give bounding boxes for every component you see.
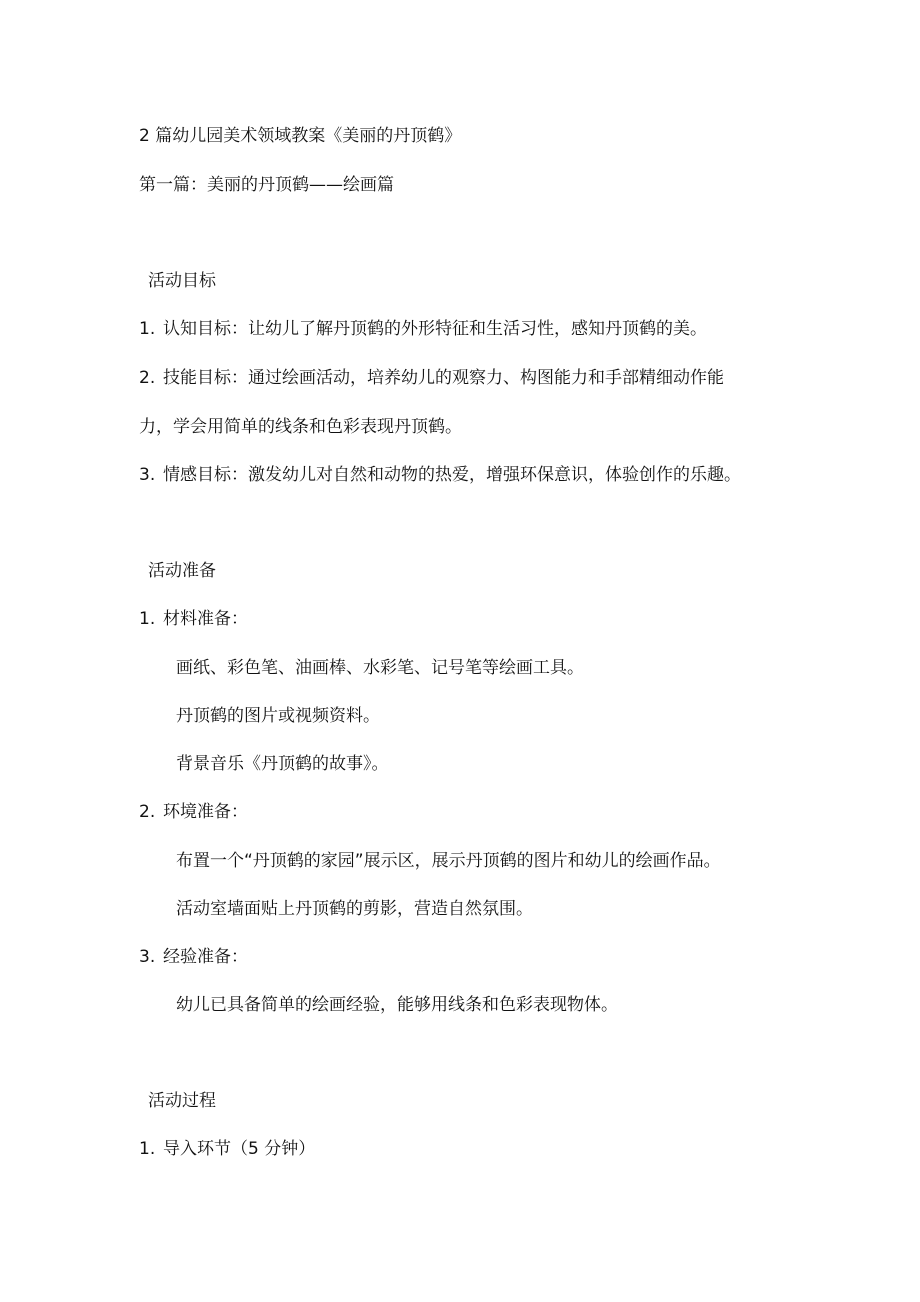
list-number: 1.: [139, 609, 156, 629]
prep-group-label: [139, 611, 248, 628]
goal-item: [139, 370, 724, 387]
process-text: 导入环节（5 分钟）: [163, 1139, 316, 1159]
prep-line: 布置一个“丹顶鹤的家园”展示区，展示丹顶鹤的图片和幼儿的绘画作品。: [176, 851, 721, 871]
prep-line: 幼儿已具备简单的绘画经验，能够用线条和色彩表现物体。: [176, 995, 618, 1015]
section-heading-prep: 活动准备: [148, 561, 216, 581]
prep-label-text: 材料准备：: [163, 609, 248, 629]
prep-group-label: [139, 804, 248, 821]
goal-text: 认知目标：让幼儿了解丹顶鹤的外形特征和生活习性，感知丹顶鹤的美。: [163, 319, 707, 339]
goal-item-continuation: 力，学会用简单的线条和色彩表现丹顶鹤。: [139, 417, 462, 437]
list-number: 2.: [139, 368, 156, 388]
document-subtitle: 第一篇：美丽的丹顶鹤——绘画篇: [139, 175, 394, 195]
goal-item: [139, 467, 741, 484]
prep-line: 活动室墙面贴上丹顶鹤的剪影，营造自然氛围。: [176, 899, 533, 919]
section-heading-goals: 活动目标: [148, 271, 216, 291]
document-title: 2 篇幼儿园美术领域教案《美丽的丹顶鹤》: [139, 126, 462, 146]
list-number: 3.: [139, 465, 156, 485]
list-number: 3.: [139, 947, 156, 967]
prep-line: 背景音乐《丹顶鹤的故事》。: [176, 754, 389, 774]
list-number: 1.: [139, 1139, 156, 1159]
goal-text: 技能目标：通过绘画活动，培养幼儿的观察力、构图能力和手部精细动作能: [163, 368, 724, 388]
prep-label-text: 环境准备：: [163, 802, 248, 822]
prep-group-label: [139, 949, 248, 966]
goal-item: [139, 321, 707, 338]
list-number: 1.: [139, 319, 156, 339]
prep-label-text: 经验准备：: [163, 947, 248, 967]
prep-line: 丹顶鹤的图片或视频资料。: [176, 706, 380, 726]
section-heading-process: 活动过程: [148, 1091, 216, 1111]
goal-text: 情感目标：激发幼儿对自然和动物的热爱，增强环保意识，体验创作的乐趣。: [163, 465, 741, 485]
process-item: [139, 1141, 315, 1158]
prep-line: 画纸、彩色笔、油画棒、水彩笔、记号笔等绘画工具。: [176, 658, 584, 678]
list-number: 2.: [139, 802, 156, 822]
